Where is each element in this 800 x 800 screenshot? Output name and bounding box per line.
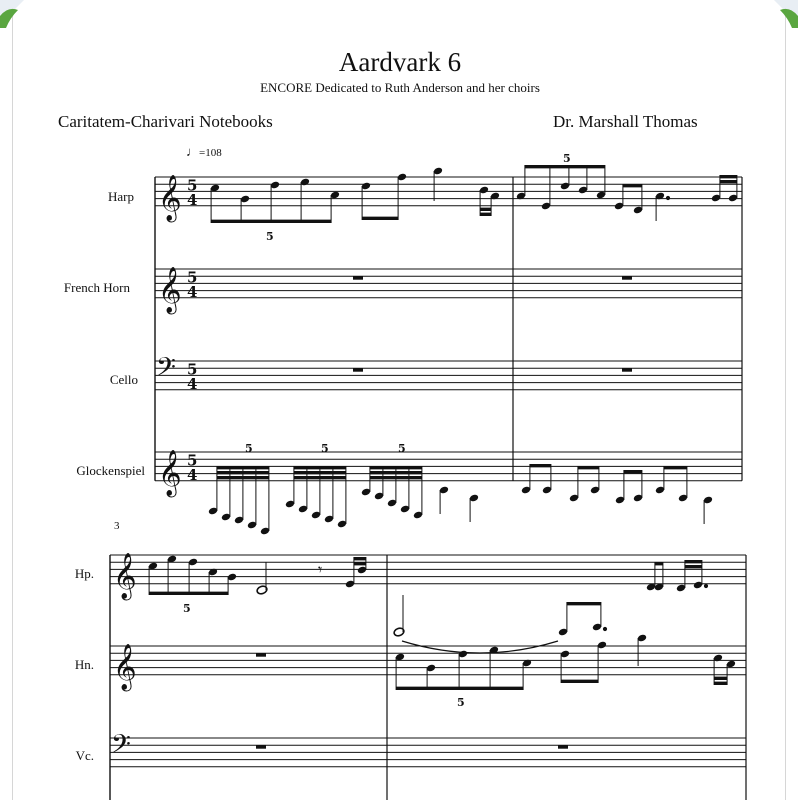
time-signature-lower: 4 bbox=[187, 375, 198, 394]
beam bbox=[561, 680, 598, 683]
tuplet-number: 5 bbox=[245, 442, 253, 455]
beam bbox=[720, 175, 737, 178]
tuplet-number: 5 bbox=[398, 442, 406, 455]
beam bbox=[396, 687, 523, 690]
beam bbox=[530, 464, 551, 467]
whole-rest-icon bbox=[256, 745, 266, 749]
whole-rest-icon bbox=[622, 276, 632, 280]
composer-name: Dr. Marshall Thomas bbox=[553, 112, 698, 131]
beam bbox=[720, 180, 737, 183]
bass-clef-icon: 𝄢 bbox=[156, 352, 176, 389]
beam bbox=[217, 476, 269, 479]
instrument-label-cello: Cello bbox=[109, 372, 138, 387]
dot bbox=[666, 196, 669, 199]
beam bbox=[685, 565, 702, 568]
beam bbox=[354, 562, 366, 565]
whole-rest-icon bbox=[558, 745, 568, 749]
beam bbox=[294, 466, 346, 469]
time-signature-upper: 5 bbox=[187, 360, 198, 379]
treble-clef-icon: 𝄞 bbox=[113, 643, 137, 690]
instrument-label-hp: Hp. bbox=[74, 566, 94, 581]
time-signature-lower: 4 bbox=[187, 466, 198, 485]
tempo-text: =108 bbox=[199, 147, 222, 159]
tuplet-number: 5 bbox=[457, 696, 465, 709]
beam bbox=[294, 471, 346, 474]
instrument-label-harp: Harp bbox=[108, 189, 134, 204]
beam bbox=[149, 592, 228, 595]
time-signature-upper: 5 bbox=[187, 268, 198, 287]
instrument-label-vc: Vc. bbox=[75, 748, 94, 763]
beam bbox=[362, 217, 398, 220]
tuplet-number: 5 bbox=[321, 442, 329, 455]
time-signature-upper: 5 bbox=[187, 176, 198, 195]
whole-rest-icon bbox=[353, 368, 363, 372]
series-name: Caritatem-Charivari Notebooks bbox=[58, 112, 273, 131]
score-title: Aardvark 6 bbox=[338, 47, 462, 77]
beam bbox=[217, 466, 269, 469]
beam bbox=[664, 466, 687, 469]
whole-rest-icon bbox=[256, 653, 266, 657]
score-subtitle: ENCORE Dedicated to Ruth Anderson and her choirs bbox=[260, 80, 540, 95]
beam bbox=[525, 165, 605, 168]
tuplet-number: 5 bbox=[183, 602, 191, 615]
time-signature-upper: 5 bbox=[187, 451, 198, 470]
beam bbox=[217, 471, 269, 474]
beam bbox=[370, 471, 422, 474]
eighth-rest-icon: 𝄾 bbox=[318, 560, 323, 579]
beam bbox=[294, 476, 346, 479]
tuplet-number: 5 bbox=[266, 230, 274, 243]
beam bbox=[655, 562, 663, 565]
beam bbox=[480, 208, 491, 211]
beam bbox=[624, 470, 642, 473]
dot bbox=[704, 584, 707, 587]
quarter-note-icon: ♩ bbox=[186, 144, 199, 159]
beam bbox=[685, 560, 702, 563]
beam bbox=[578, 466, 599, 469]
beam bbox=[714, 682, 727, 685]
treble-clef-icon: 𝄞 bbox=[113, 552, 137, 599]
whole-rest-icon bbox=[622, 368, 632, 372]
beam bbox=[480, 213, 491, 216]
beam bbox=[354, 557, 366, 560]
beam bbox=[567, 602, 601, 605]
beam bbox=[623, 184, 642, 187]
instrument-label-glockenspiel: Glockenspiel bbox=[76, 463, 145, 478]
tuplet-number: 5 bbox=[563, 152, 571, 165]
bass-clef-icon: 𝄢 bbox=[111, 729, 131, 766]
treble-clef-icon: 𝄞 bbox=[158, 266, 182, 313]
treble-clef-icon: 𝄞 bbox=[158, 449, 182, 496]
tie bbox=[402, 641, 558, 653]
dot bbox=[603, 627, 606, 630]
treble-clef-icon: 𝄞 bbox=[158, 174, 182, 221]
measure-number: 3 bbox=[114, 520, 120, 532]
beam bbox=[370, 466, 422, 469]
instrument-label-hn: Hn. bbox=[74, 657, 94, 672]
time-signature-lower: 4 bbox=[187, 191, 198, 210]
whole-rest-icon bbox=[353, 276, 363, 280]
beam bbox=[211, 220, 331, 223]
time-signature-lower: 4 bbox=[187, 283, 198, 302]
instrument-label-french-horn: French Horn bbox=[63, 280, 130, 295]
beam bbox=[714, 677, 727, 680]
beam bbox=[370, 476, 422, 479]
